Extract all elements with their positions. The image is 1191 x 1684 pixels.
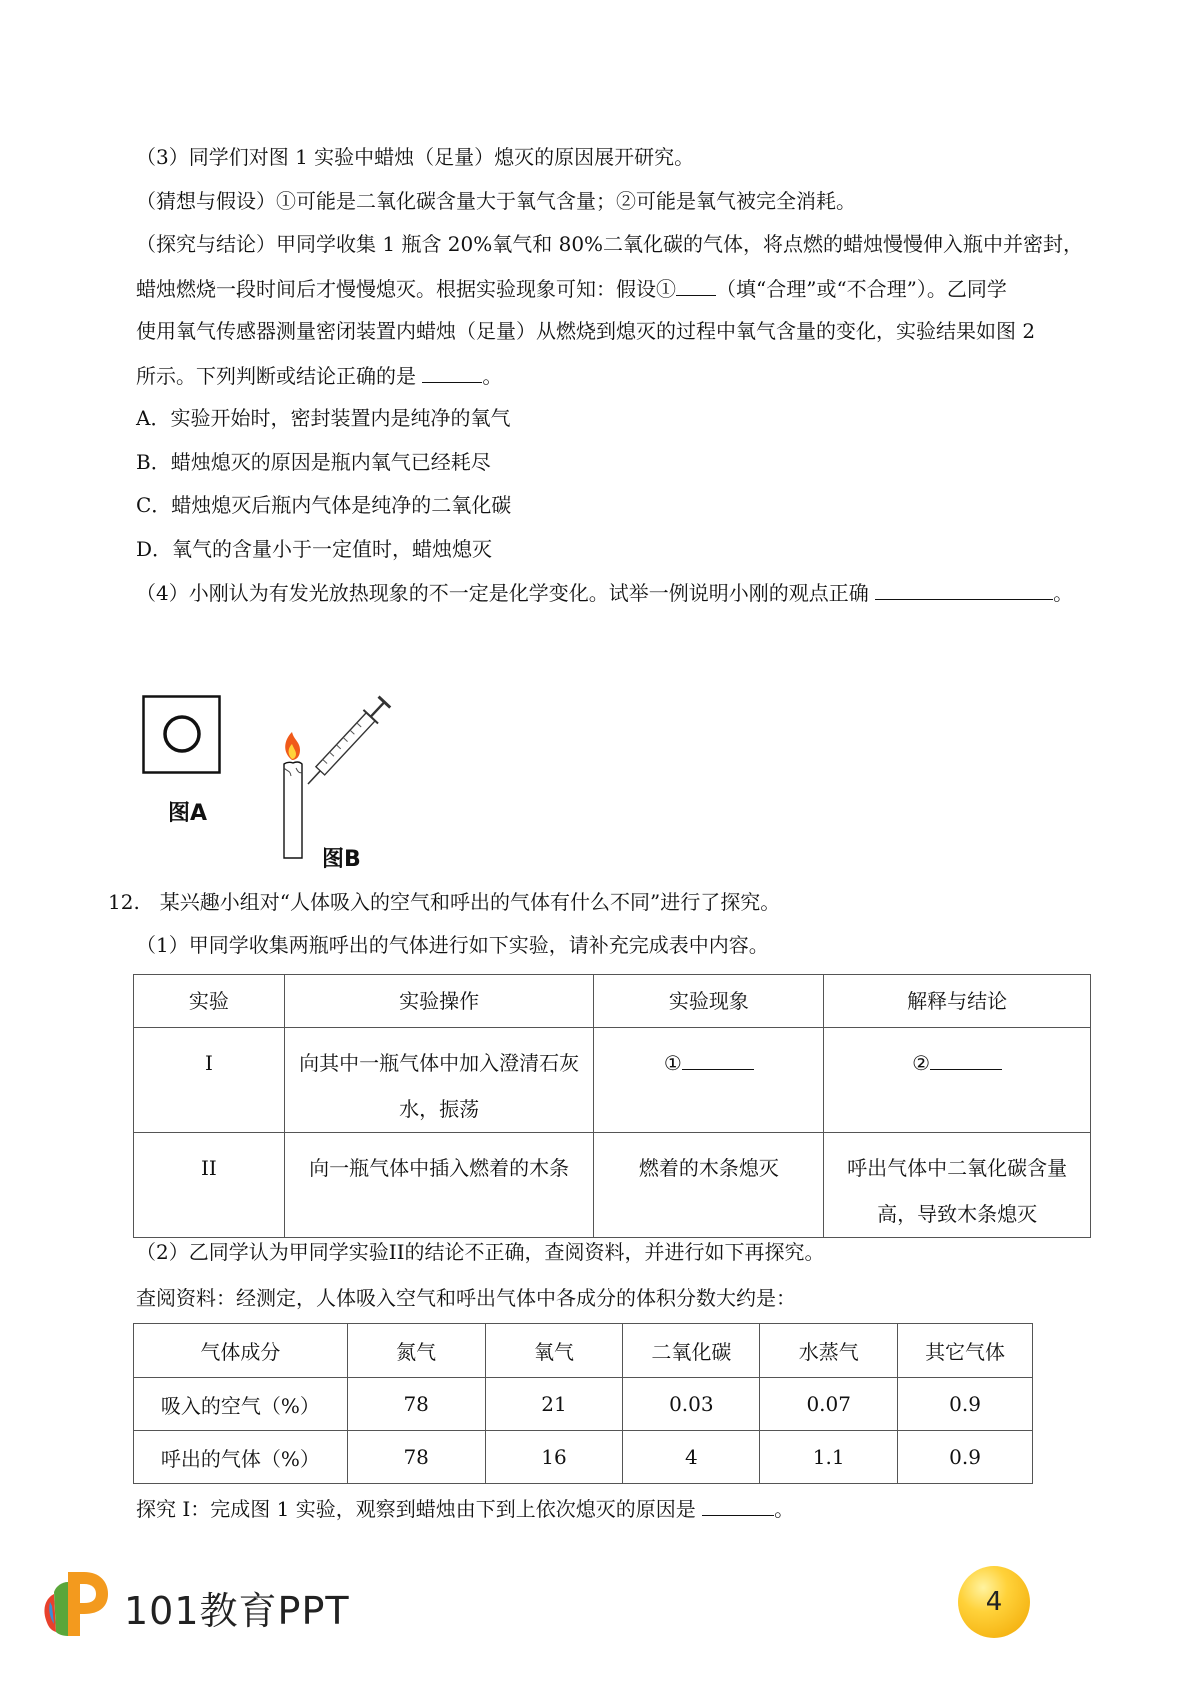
experiment-phenomenon: 燃着的木条熄灭 [594, 1133, 824, 1238]
table-row [134, 1133, 1091, 1238]
table-row [134, 1431, 1033, 1484]
answer-blank[interactable] [676, 275, 716, 296]
blank-marker: ① [663, 1051, 682, 1075]
experiment-conclusion [824, 1028, 1091, 1133]
conclusion-line1: 呼出气体中二氧化碳含量 [847, 1156, 1068, 1180]
experiment-conclusion [824, 1133, 1091, 1238]
q3-option-d: D．氧气的含量小于一定值时，蜡烛熄灭 [136, 537, 493, 561]
answer-blank[interactable] [930, 1049, 1002, 1070]
conclusion-line2: 高，导致木条熄灭 [877, 1202, 1038, 1226]
experiment-operation: 向一瓶气体中插入燃着的木条 [284, 1133, 594, 1238]
table-cell: 0.9 [898, 1431, 1033, 1484]
q3-explore-line4-text-a: 所示。下列判断或结论正确的是 [136, 364, 416, 388]
figure-b-image [270, 668, 400, 868]
gas-composition-table [133, 1323, 1033, 1484]
table-header: 其它气体 [898, 1324, 1033, 1378]
brand-logo-icon [40, 1562, 114, 1640]
figure-b-label: 图B [322, 847, 361, 872]
figure-a-label: 图A [168, 801, 208, 826]
table-header: 氧气 [485, 1324, 623, 1378]
answer-blank[interactable] [422, 362, 482, 383]
brand-name: 101教育PPT [124, 1589, 350, 1633]
blank-marker: ② [912, 1051, 931, 1075]
syringe-icon [301, 695, 392, 791]
table-cell: 吸入的空气（%） [134, 1378, 348, 1431]
table-header: 实验操作 [284, 975, 594, 1028]
experiment-id: II [134, 1133, 285, 1238]
q12-reference: 查阅资料：经测定，人体吸入空气和呼出气体中各成分的体积分数大约是： [136, 1286, 796, 1310]
q3-explore-line4-text-b: 。 [482, 364, 503, 388]
operation-line1: 向其中一瓶气体中加入澄清石灰 [299, 1051, 580, 1075]
q4-text [136, 579, 1073, 606]
experiment-operation [284, 1028, 594, 1133]
table-cell: 0.9 [898, 1378, 1033, 1431]
experiment-table [133, 974, 1091, 1238]
q12-explore1-text-b: 。 [774, 1497, 795, 1521]
q12-explore1 [136, 1495, 794, 1522]
q12-part2: （2）乙同学认为甲同学实验II的结论不正确，查阅资料，并进行如下再探究。 [136, 1240, 825, 1264]
table-row [134, 1378, 1033, 1431]
flame-icon [285, 732, 300, 760]
experiment-phenomenon [594, 1028, 824, 1133]
q3-explore-line1: （探究与结论）甲同学收集 1 瓶含 20%氧气和 80%二氧化碳的气体，将点燃的蜡烛慢慢伸入瓶中并密封， [136, 232, 1084, 256]
table-cell: 78 [347, 1431, 485, 1484]
table-header: 实验 [134, 975, 285, 1028]
q3-intro: （3）同学们对图 1 实验中蜡烛（足量）熄灭的原因展开研究。 [136, 145, 695, 169]
answer-blank[interactable] [682, 1049, 754, 1070]
table-cell: 21 [485, 1378, 623, 1431]
table-cell: 呼出的气体（%） [134, 1431, 348, 1484]
table-cell: 78 [347, 1378, 485, 1431]
page-number-badge: 4 [958, 1566, 1030, 1638]
table-row [134, 1028, 1091, 1133]
table-cell: 0.03 [623, 1378, 760, 1431]
figure-a-image [142, 695, 222, 777]
table-header: 解释与结论 [824, 975, 1091, 1028]
q3-explore-line2-text-a: 蜡烛燃烧一段时间后才慢慢熄灭。根据实验现象可知：假设① [136, 277, 676, 301]
table-cell: 1.1 [760, 1431, 898, 1484]
q3-option-b: B．蜡烛熄灭的原因是瓶内氧气已经耗尽 [136, 450, 491, 474]
q12-title: 12. 某兴趣小组对“人体吸入的空气和呼出的气体有什么不同”进行了探究。 [108, 890, 781, 914]
q4-text-b: 。 [1053, 581, 1074, 605]
q12-explore1-text-a: 探究 I：完成图 1 实验，观察到蜡烛由下到上依次熄灭的原因是 [136, 1497, 696, 1521]
table-cell: 16 [485, 1431, 623, 1484]
q12-part1: （1）甲同学收集两瓶呼出的气体进行如下实验，请补充完成表中内容。 [136, 933, 769, 957]
answer-blank[interactable] [702, 1495, 774, 1516]
table-cell: 4 [623, 1431, 760, 1484]
q4-text-a: （4）小刚认为有发光放热现象的不一定是化学变化。试举一例说明小刚的观点正确 [136, 581, 869, 605]
q3-explore-line4 [136, 362, 502, 389]
q3-hypothesis: （猜想与假设）①可能是二氧化碳含量大于氧气含量；②可能是氧气被完全消耗。 [136, 189, 856, 213]
q3-explore-line3: 使用氧气传感器测量密闭装置内蜡烛（足量）从燃烧到熄灭的过程中氧气含量的变化，实验结果如图 2 [136, 319, 1036, 343]
answer-blank[interactable] [875, 579, 1053, 600]
operation-line2: 水，振荡 [399, 1097, 480, 1121]
q3-option-c: C．蜡烛熄灭后瓶内气体是纯净的二氧化碳 [136, 493, 512, 517]
candle-icon [284, 762, 302, 858]
table-header: 水蒸气 [760, 1324, 898, 1378]
q3-explore-line2 [136, 275, 1007, 302]
table-header: 二氧化碳 [623, 1324, 760, 1378]
q3-explore-line2-text-b: （填“合理”或“不合理”）。乙同学 [716, 277, 1007, 301]
table-header: 气体成分 [134, 1324, 348, 1378]
experiment-id: I [134, 1028, 285, 1133]
table-cell: 0.07 [760, 1378, 898, 1431]
table-header: 氮气 [347, 1324, 485, 1378]
q3-option-a: A．实验开始时，密封装置内是纯净的氧气 [136, 406, 511, 430]
table-header: 实验现象 [594, 975, 824, 1028]
